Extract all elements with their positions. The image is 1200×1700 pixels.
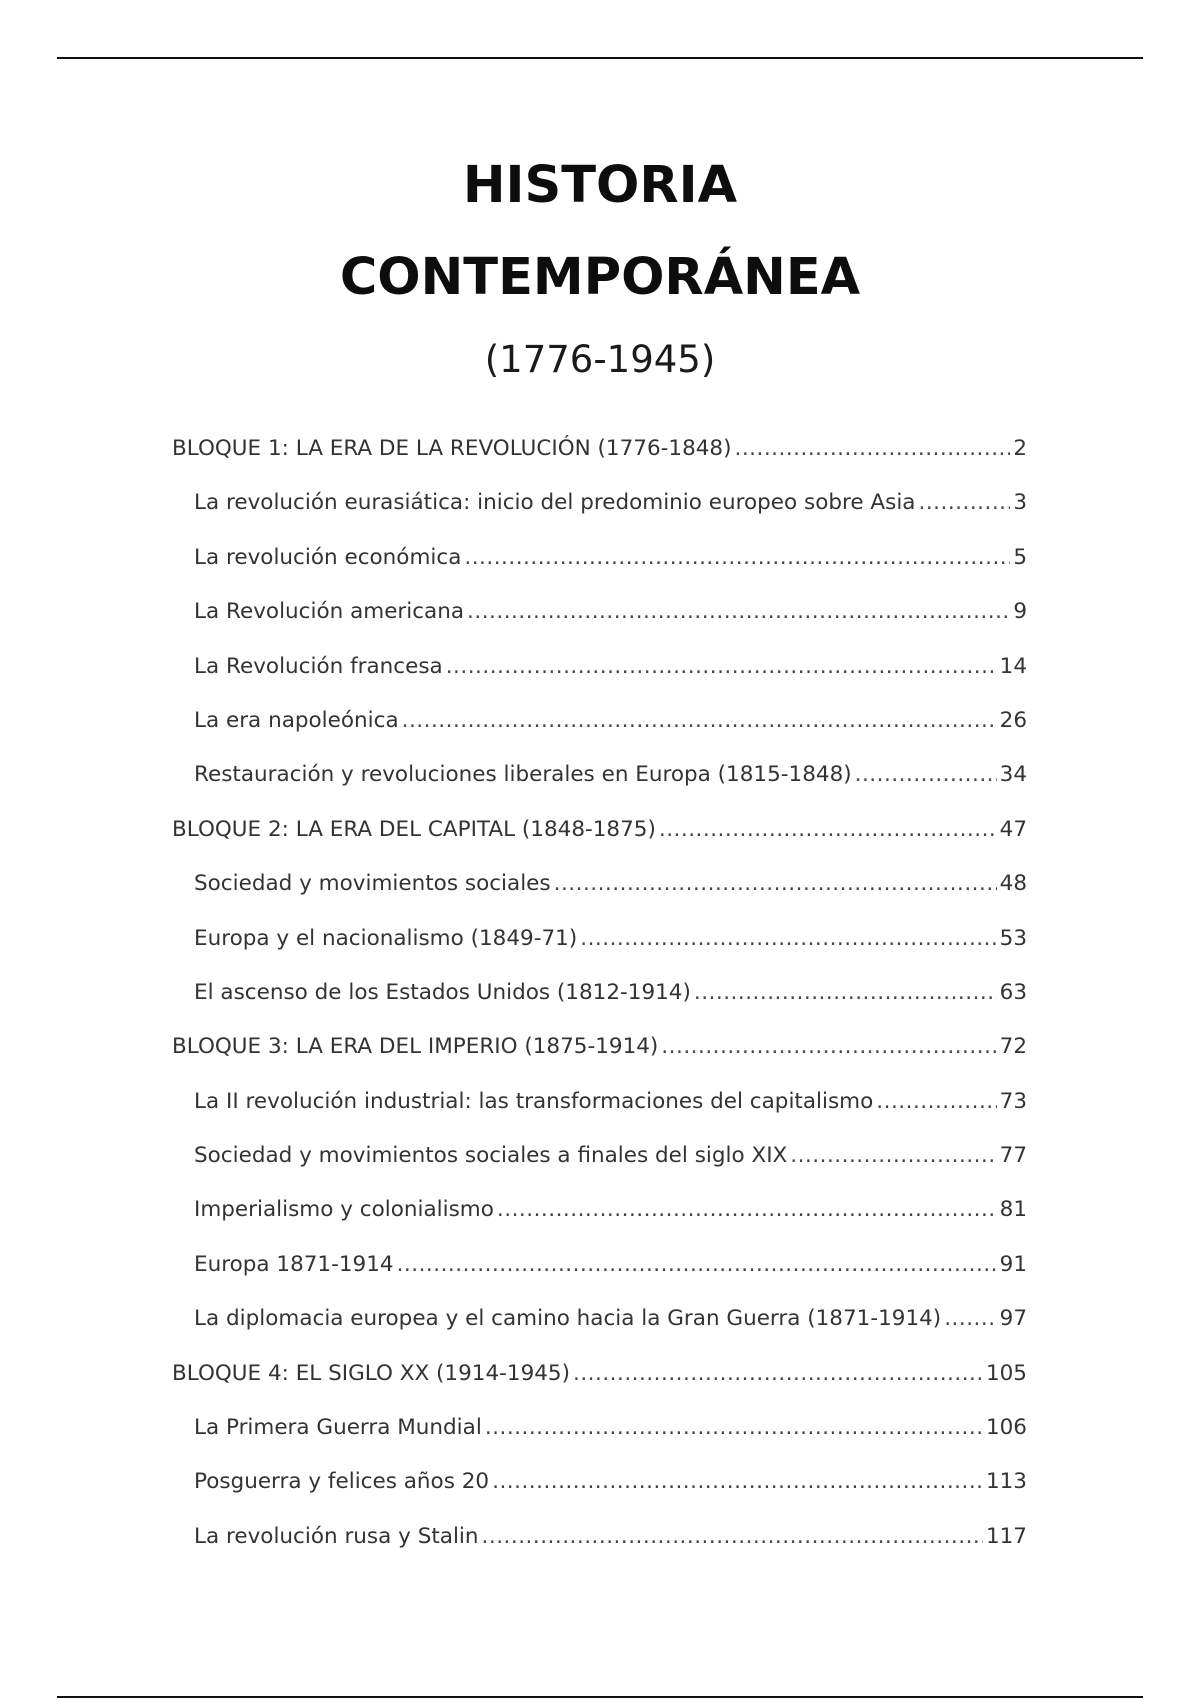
toc-dot-leader xyxy=(492,1469,983,1494)
header-rule xyxy=(57,57,1143,59)
toc-entry-label: La diplomacia europea y el camino hacia la Gran Guerra (1871-1914) xyxy=(194,1306,942,1332)
toc-entry-chapter[interactable] xyxy=(172,926,1027,980)
toc-dot-leader xyxy=(694,980,997,1005)
toc-entry-page-number: 34 xyxy=(999,762,1027,788)
toc-entry-page-number: 91 xyxy=(999,1251,1027,1277)
toc-entry-label: La revolución económica xyxy=(194,544,462,570)
toc-dot-leader xyxy=(944,1306,996,1331)
toc-entry-chapter[interactable] xyxy=(172,1252,1027,1306)
toc-dot-leader xyxy=(397,1252,997,1277)
toc-entry-page-number: 5 xyxy=(1013,544,1027,570)
toc-dot-leader xyxy=(661,1034,996,1059)
title-block xyxy=(0,140,1200,390)
toc-entry-chapter[interactable] xyxy=(172,545,1027,599)
toc-entry-page-number: 48 xyxy=(999,871,1027,897)
document-title-line-1: HISTORIA xyxy=(462,156,738,215)
toc-entry-label: La Revolución francesa xyxy=(194,653,443,679)
toc-dot-leader xyxy=(402,708,997,733)
toc-entry-page-number: 26 xyxy=(999,707,1027,733)
footer-rule xyxy=(57,1696,1143,1698)
toc-entry-page-number: 9 xyxy=(1013,599,1027,625)
toc-entry-page-number: 63 xyxy=(999,979,1027,1005)
toc-entry-label: La revolución rusa y Stalin xyxy=(194,1523,479,1549)
toc-entry-chapter[interactable] xyxy=(172,1143,1027,1197)
toc-entry-label: Europa 1871-1914 xyxy=(194,1251,394,1277)
toc-entry-page-number: 77 xyxy=(999,1143,1027,1169)
toc-entry-page-number: 2 xyxy=(1013,436,1027,461)
toc-entry-chapter[interactable] xyxy=(172,762,1027,816)
toc-entry-chapter[interactable] xyxy=(172,599,1027,653)
document-title-line-2: CONTEMPORÁNEA xyxy=(339,248,861,307)
toc-entry-page-number: 72 xyxy=(999,1034,1027,1060)
toc-entry-label: Posguerra y felices años 20 xyxy=(194,1469,490,1495)
toc-dot-leader xyxy=(790,1143,996,1168)
toc-entry-label: La II revolución industrial: las transformaciones del capitalismo xyxy=(194,1088,874,1114)
toc-dot-leader xyxy=(659,817,997,842)
toc-entry-label: La era napoleónica xyxy=(194,707,399,733)
toc-entry-page-number: 105 xyxy=(985,1360,1027,1386)
toc-dot-leader xyxy=(482,1524,983,1549)
toc-entry-label: Sociedad y movimientos sociales a finales del siglo XIX xyxy=(194,1143,788,1169)
toc-entry-chapter[interactable] xyxy=(172,871,1027,925)
toc-entry-chapter[interactable] xyxy=(172,1197,1027,1251)
toc-entry-label: La Revolución americana xyxy=(194,599,465,625)
toc-entry-page-number: 113 xyxy=(985,1469,1027,1495)
toc-entry-chapter[interactable] xyxy=(172,1306,1027,1360)
toc-entry-bloque[interactable] xyxy=(172,1361,1027,1415)
toc-entry-page-number: 73 xyxy=(999,1088,1027,1114)
toc-entry-chapter[interactable] xyxy=(172,1469,1027,1523)
toc-entry-label: La revolución eurasiática: inicio del predominio europeo sobre Asia xyxy=(194,490,916,516)
toc-entry-bloque[interactable] xyxy=(172,1034,1027,1088)
toc-entry-label: BLOQUE 3: LA ERA DEL IMPERIO (1875-1914) xyxy=(172,1034,659,1060)
toc-entry-label: BLOQUE 4: EL SIGLO XX (1914-1945) xyxy=(172,1360,570,1386)
toc-dot-leader xyxy=(735,436,1011,461)
toc-entry-label: Imperialismo y colonialismo xyxy=(194,1197,494,1223)
toc-entry-label: BLOQUE 2: LA ERA DEL CAPITAL (1848-1875) xyxy=(172,816,656,842)
toc-entry-page-number: 53 xyxy=(999,925,1027,951)
toc-entry-chapter[interactable] xyxy=(172,708,1027,762)
toc-entry-chapter[interactable] xyxy=(172,980,1027,1034)
toc-entry-label: Restauración y revoluciones liberales en Europa (1815-1848) xyxy=(194,762,852,788)
toc-dot-leader xyxy=(855,762,997,787)
toc-entry-label: La Primera Guerra Mundial xyxy=(194,1415,482,1441)
toc-dot-leader xyxy=(446,654,997,679)
toc-entry-chapter[interactable] xyxy=(172,1524,1027,1578)
toc-entry-label: El ascenso de los Estados Unidos (1812-1914) xyxy=(194,979,691,1005)
toc-entry-page-number: 106 xyxy=(985,1415,1027,1441)
toc-dot-leader xyxy=(464,545,1010,570)
toc-entry-page-number: 97 xyxy=(999,1306,1027,1332)
toc-entry-page-number: 117 xyxy=(985,1523,1027,1549)
toc-entry-page-number: 14 xyxy=(999,653,1027,679)
toc-entry-page-number: 81 xyxy=(999,1197,1027,1223)
document-subtitle: (1776-1945) xyxy=(484,338,716,381)
toc-entry-bloque[interactable] xyxy=(172,436,1027,490)
toc-entry-label: BLOQUE 1: LA ERA DE LA REVOLUCIÓN (1776-1848) xyxy=(172,436,732,461)
toc-entry-label: Sociedad y movimientos sociales xyxy=(194,871,551,897)
toc-entry-bloque[interactable] xyxy=(172,817,1027,871)
toc-entry-page-number: 47 xyxy=(999,816,1027,842)
toc-dot-leader xyxy=(497,1197,997,1222)
toc-dot-leader xyxy=(554,871,997,896)
toc-dot-leader xyxy=(485,1415,983,1440)
toc-entry-chapter[interactable] xyxy=(172,1089,1027,1143)
toc-entry-page-number: 3 xyxy=(1013,490,1027,516)
toc-dot-leader xyxy=(918,490,1010,515)
toc-dot-leader xyxy=(573,1361,983,1386)
toc-entry-chapter[interactable] xyxy=(172,654,1027,708)
toc-dot-leader xyxy=(580,926,996,951)
toc-entry-label: Europa y el nacionalismo (1849-71) xyxy=(194,925,578,951)
toc-entry-chapter[interactable] xyxy=(172,1415,1027,1469)
toc-dot-leader xyxy=(876,1089,996,1114)
toc-entry-chapter[interactable] xyxy=(172,490,1027,544)
toc-dot-leader xyxy=(467,599,1010,624)
table-of-contents xyxy=(172,436,1027,1578)
